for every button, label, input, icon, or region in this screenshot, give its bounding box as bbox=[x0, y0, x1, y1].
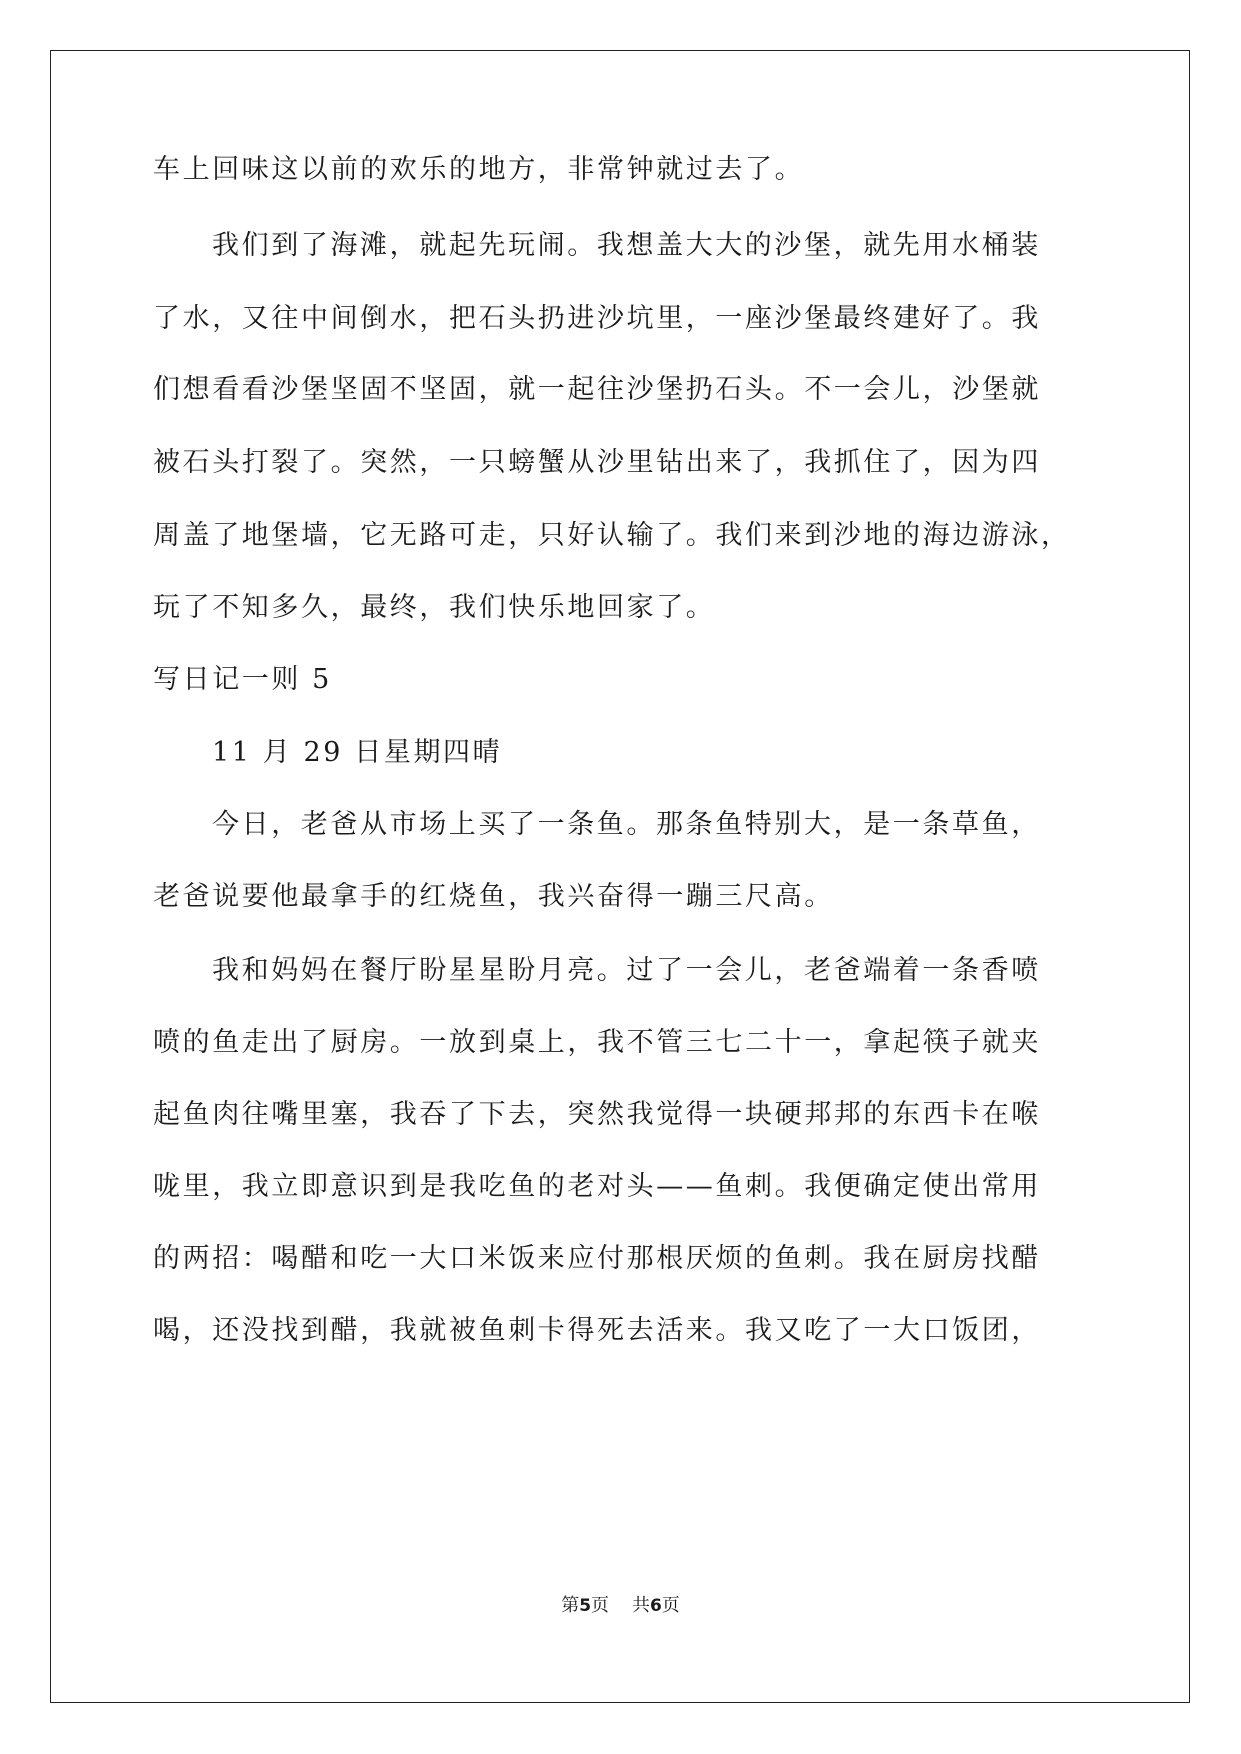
paragraph-line: 们想看看沙堡坚固不坚固，就一起往沙堡扔石头。不一会儿，沙堡就 bbox=[153, 374, 1041, 405]
page-number: 5 bbox=[579, 1596, 592, 1616]
paragraph-line: 我和妈妈在餐厅盼星星盼月亮。过了一会儿，老爸端着一条香喷 bbox=[212, 955, 1041, 986]
paragraph-line: 喝，还没找到醋，我就被鱼刺卡得死去活来。我又吃了一大口饭团， bbox=[153, 1315, 1041, 1346]
paragraph-line: 被石头打裂了。突然，一只螃蟹从沙里钻出来了，我抓住了，因为四 bbox=[153, 447, 1041, 478]
paragraph-line: 咙里，我立即意识到是我吃鱼的老对头——鱼刺。我便确定使出常用 bbox=[153, 1171, 1041, 1202]
page-footer bbox=[0, 1594, 1241, 1618]
total-prefix: 共 bbox=[631, 1595, 650, 1616]
paragraph-line: 车上回味这以前的欢乐的地方，非常钟就过去了。 bbox=[153, 154, 805, 185]
paragraph-line: 喷的鱼走出了厨房。一放到桌上，我不管三七二十一，拿起筷子就夹 bbox=[153, 1027, 1041, 1058]
page-border bbox=[50, 50, 1190, 1703]
paragraph-line: 了水，又往中间倒水，把石头扔进沙坑里，一座沙堡最终建好了。我 bbox=[153, 303, 1041, 334]
page-total: 6 bbox=[649, 1596, 662, 1616]
page-prefix: 第 bbox=[561, 1595, 580, 1616]
total-unit: 页 bbox=[661, 1595, 680, 1616]
page-unit: 页 bbox=[591, 1595, 610, 1616]
paragraph-line: 起鱼肉往嘴里塞，我吞了下去，突然我觉得一块硬邦邦的东西卡在喉 bbox=[153, 1099, 1041, 1130]
paragraph-line: 老爸说要他最拿手的红烧鱼，我兴奋得一蹦三尺高。 bbox=[153, 881, 834, 912]
paragraph-line: 玩了不知多久，最终，我们快乐地回家了。 bbox=[153, 592, 716, 623]
paragraph-line: 周盖了地堡墙，它无路可走，只好认输了。我们来到沙地的海边游泳， bbox=[153, 520, 1071, 551]
section-heading: 写日记一则 5 bbox=[153, 664, 332, 695]
paragraph-line: 今日，老爸从市场上买了一条鱼。那条鱼特别大，是一条草鱼， bbox=[212, 809, 1041, 840]
paragraph-line: 我们到了海滩，就起先玩闹。我想盖大大的沙堡，就先用水桶装 bbox=[212, 230, 1041, 261]
paragraph-line: 的两招：喝醋和吃一大口米饭来应付那根厌烦的鱼刺。我在厨房找醋 bbox=[153, 1243, 1041, 1274]
date-line: 11 月 29 日星期四晴 bbox=[212, 737, 503, 768]
